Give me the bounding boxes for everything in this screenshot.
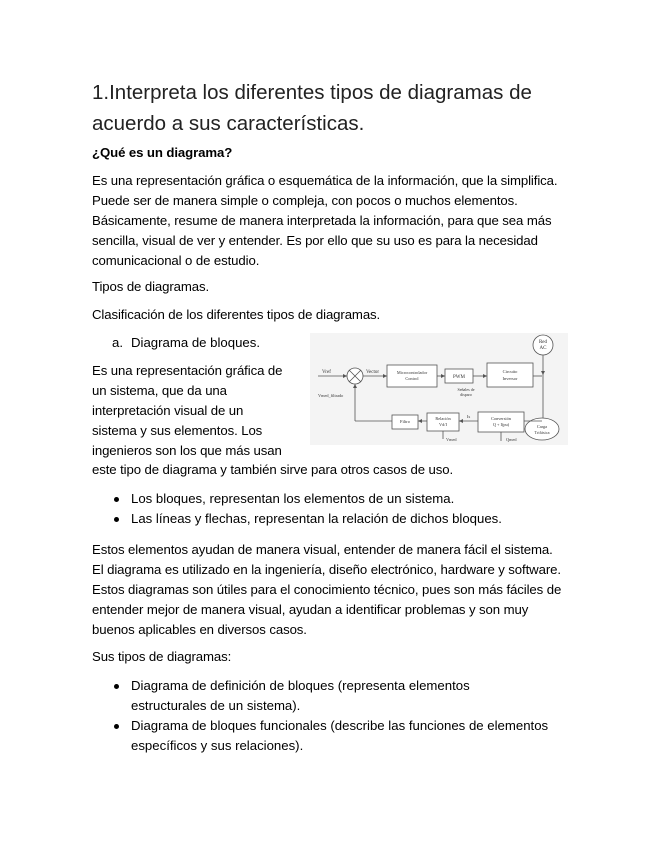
diagram-label: Filtro xyxy=(399,419,411,424)
diagram-label: PWM xyxy=(453,375,465,380)
diagram-label: Vref xyxy=(322,370,331,375)
diagram-label: Carga xyxy=(536,424,548,429)
bullet-icon xyxy=(114,517,119,522)
bullet-item: Las líneas y flechas, representan la relación de dichos bloques. xyxy=(131,511,502,526)
classification-label: Clasificación de los diferentes tipos de diagramas. xyxy=(92,307,381,322)
question-heading: ¿Qué es un diagrama? xyxy=(92,145,233,160)
diagram-label: Circuito xyxy=(502,369,518,374)
block-desc-line: Es una representación gráfica de xyxy=(92,363,283,378)
bullet-icon xyxy=(114,724,119,729)
diagram-label: Trifásica xyxy=(534,430,550,435)
diagram-label: Conversión xyxy=(491,416,511,421)
diagram-label: Vector xyxy=(366,370,380,375)
list-marker-a: a. xyxy=(112,335,123,350)
diagram-label: Is xyxy=(467,414,471,419)
diagram-label: Microcontrolador xyxy=(396,370,428,375)
diagram-label: Qmed xyxy=(506,437,517,442)
bullet-item: Diagrama de bloques funcionales (describe las funciones de elementos específicos y sus relaciones). xyxy=(131,718,549,753)
diagram-label: Señales de xyxy=(457,387,475,392)
diagram-label: Vmed_filtrado xyxy=(318,393,344,398)
bullet-item: Los bloques, representan los elementos de un sistema. xyxy=(131,491,455,506)
diagram-label: Relación xyxy=(435,416,451,421)
block-diagram-figure xyxy=(310,333,568,445)
diagram-label: disparo xyxy=(460,392,472,397)
diagram-label: Control xyxy=(405,376,419,381)
bullet-icon xyxy=(114,497,119,502)
block-desc-line: interpretación visual de un xyxy=(92,403,244,418)
block-desc-continuation: este tipo de diagrama y también sirve para otros casos de uso. xyxy=(92,462,454,477)
types-label: Tipos de diagramas. xyxy=(92,279,210,294)
page-heading: 1.Interpreta los diferentes tipos de diagramas de acuerdo a sus características. xyxy=(92,81,532,135)
diagram-label: Inversor xyxy=(502,376,518,381)
block-desc-line: sistema y sus elementos. Los xyxy=(92,423,263,438)
diagram-label: Vmed xyxy=(446,437,457,442)
diagram-label: Q + I(pu) xyxy=(492,422,510,427)
elements-paragraph: Estos elementos ayudan de manera visual, entender de manera fácil el sistema. El diagrama es utilizado en la ingeniería, diseño electrónico, hardware y software. Estos diagramas son útiles para el conocimiento técnico, pues son más fáciles de entender mejor de manera visual, ayudan a identificar problemas y son muy buenos aplicables en diversos casos. xyxy=(92,542,562,637)
subtypes-label: Sus tipos de diagramas: xyxy=(92,649,232,664)
definition-paragraph: Es una representación gráfica o esquemática de la información, que la simplifica. Puede ser de manera simple o compleja, con pocos o muchos elementos. Básicamente, resume de manera interpretada la información, para que sea más sencilla, visual de ver y entender. Es por ello que su uso es para la necesidad comunicacional o de estudio. xyxy=(92,173,558,268)
list-item-a-text: Diagrama de bloques. xyxy=(131,335,261,350)
bullet-item: Diagrama de definición de bloques (representa elementos estructurales de un sistema). xyxy=(131,678,470,713)
block-desc-line: un sistema, que da una xyxy=(92,383,227,398)
diagram-label: Vd/I xyxy=(439,422,447,427)
diagram-label: Red xyxy=(538,340,548,345)
block-desc-line: ingenieros son los que más usan xyxy=(92,443,282,458)
diagram-label: AC xyxy=(539,346,547,351)
bullet-icon xyxy=(114,684,119,689)
